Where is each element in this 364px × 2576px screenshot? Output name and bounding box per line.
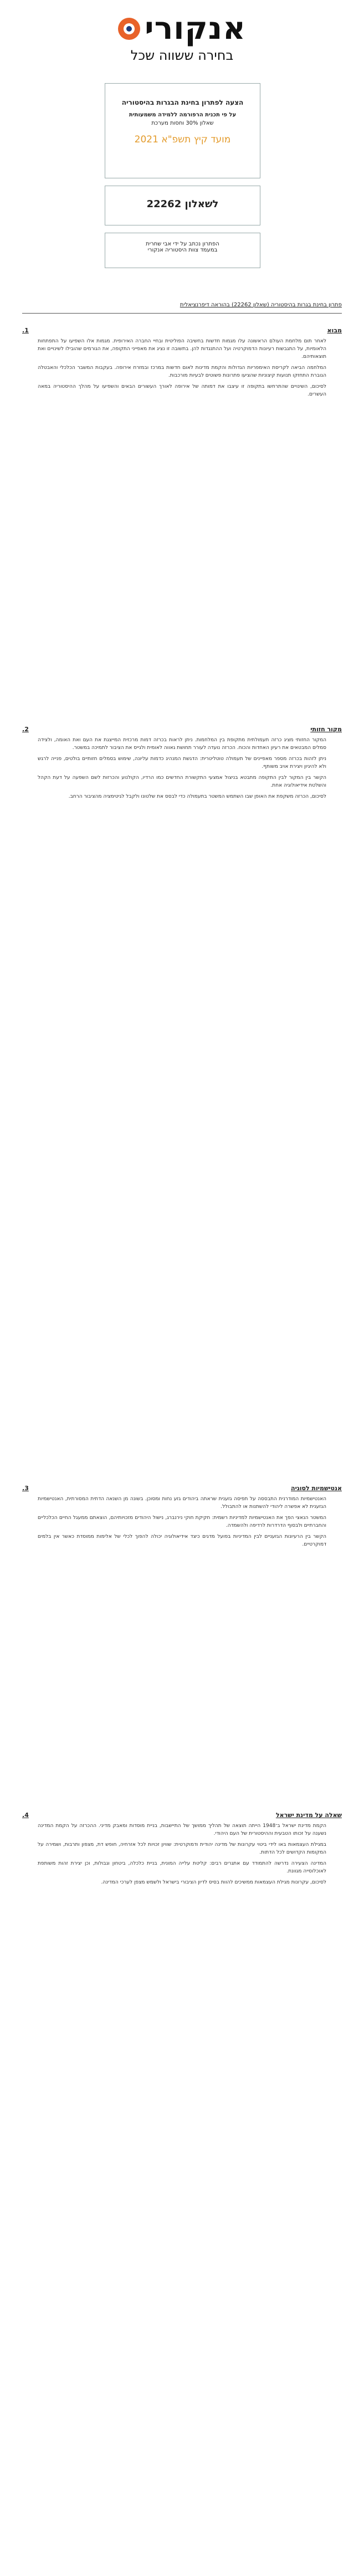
paragraph: במגילת העצמאות באו לידי ביטוי עקרונות של מדינה יהודית ודמוקרטית: שוויון זכויות לכל אזרחיה, חופש דת, מצפון ותרבות, ושמירה על המקומות הקדושים לכל הדתות.: [38, 1842, 326, 1855]
author-line-1: הפתרון נכתב על ידי אבי שחרית: [146, 241, 219, 247]
paragraph: המשטר הנאצי הפך את האנטישמיות למדיניות רשמית: חקיקת חוקי נירנברג, נישול היהודים מזכויותיהם, הוצאתם ממעגל החיים הכלכליים והחברתיים ולבסוף הדרדרות לרדיפה ולהשמדה.: [38, 1515, 326, 1528]
exam-season: מועד קיץ תשפ"א 2021: [134, 134, 231, 145]
paragraph: הקשר בין המקור לבין התקופה מתבטא בניצול אמצעי התקשורת החדשים כמו הרדיו, הקולנוע והכרזות לשם השפעה על דעת הקהל והשלטת אידיאולוגיה אחת.: [38, 775, 326, 788]
paragraph: לסיכום, הכרזה משקפת את האופן שבו השתמש המשטר בתעמולה כדי לבסס את שלטונו ולקבל לגיטימציה מהציבור הרחב.: [68, 794, 326, 799]
exam-title-box: [105, 83, 260, 178]
paragraph: לסיכום, השינויים שהתרחשו בתקופה זו עיצבו את דמותה של אירופה לאורך העשורים הבאים והשפיעו על מהלך ההיסטוריה במאה העשרים.: [38, 384, 326, 397]
exam-subtitle-2: שאלון 30% וחסות מערכת: [151, 120, 214, 126]
paragraph: המקור החזותי מציג כרזה תעמולתית מתקופת בין המלחמות. ניתן לראות בכרזה דמות מרכזית המייצגת את העם ואת האומה, ולצידה סמלים המבטאים את רעיון האחדות והכוח. הכרזה נועדה לעורר תחושת גאווה לאומית ולגייס את הציבור לתמיכה במשטר.: [38, 737, 326, 751]
paragraph: האנטישמיות המודרנית התבססה על תפיסה גזענית שראתה ביהודים גזע נחות ומסוכן. בשונה מן השנאה הדתית המסורתית, האנטישמיות הגזענית לא אפשרה ליהודי להשתנות או להתבולל.: [38, 1496, 326, 1510]
section-heading: [22, 1485, 342, 1492]
section-2: [22, 726, 342, 800]
section-title: שאלה על מדינת ישראל: [275, 1812, 342, 1819]
section-number: 3.: [22, 1485, 29, 1492]
section-heading: [22, 327, 342, 334]
paragraph: הקשר בין הרעיונות הגזעניים לבין המדיניות בפועל מדגים כיצד אידיאולוגיה יכולה להפוך לכלי של אלימות ממוסדת כאשר אין בלמים דמוקרטיים.: [38, 1534, 326, 1547]
divider: [22, 313, 342, 314]
section-3: [22, 1485, 342, 1548]
author-line-2: במעמד צוות היסטוריה אנקורי: [147, 247, 218, 253]
section-number: 2.: [22, 726, 29, 733]
section-title: אנטישמיות לסוגיה: [291, 1485, 342, 1492]
paragraph: לאחר תום מלחמת העולם הראשונה עלו מגמות חדשות בחשיבה הפוליטית ובחיי החברה האירופית. מגמות אלו השפיעו על התפתחות הלאומיות, על התגבשות רעיונות הדמוקרטיה ועל ההתנגדות להן. בתשובה זו נציג את מאפייני התקופה, את הגורמים שהובילו לשינויים ואת תוצאותיהם.: [38, 338, 326, 360]
section-4: [22, 1812, 342, 1886]
section-heading: [22, 1812, 342, 1819]
brand-tagline: בחירה ששווה שכל: [130, 48, 234, 63]
questionnaire-number: לשאלון 22262: [146, 198, 219, 210]
section-number: 4.: [22, 1812, 29, 1819]
paragraph: לסיכום, עקרונות מגילת העצמאות ממשיכים להוות בסיס לדיון הציבורי בישראל ולשמש מצפן לערכי המדינה.: [101, 1880, 326, 1885]
section-number: 1.: [22, 327, 29, 334]
logo-circle-icon: [118, 18, 140, 40]
exam-subtitle: על פי תכנית הרפורמה ללמידה משמעותית: [129, 112, 237, 118]
paragraph: המלחמה הביאה לקריסת האימפריות הגדולות והקמת מדינות לאום חדשות במרכז ובמזרח אירופה. בעקבות המשבר הכלכלי והאבטלה הגוברת התחזקו תנועות קיצוניות שהציעו פתרונות פשוטים לבעיות מורכבות.: [38, 365, 326, 378]
questionnaire-box: [105, 186, 260, 225]
paragraph: ניתן לזהות בכרזה מספר מאפיינים של תעמולה טוטליטרית: הדגשת המנהיג כדמות עליונה, שימוש בסמלים חזותיים בולטים, פנייה לרגש ולא להיגיון ויצירת אויב משותף.: [38, 756, 326, 769]
section-title: מבוא: [327, 327, 342, 334]
paragraph: הקמת מדינת ישראל ב־1948 הייתה תוצאה של תהליך ממושך של התיישבות, בניית מוסדות ומאבק מדיני. ההכרזה על הקמת המדינה נשענה על זכותו הטבעית וההיסטורית של העם היהודי.: [38, 1823, 326, 1836]
paragraph: המדינה הצעירה נדרשה להתמודד עם אתגרים רבים: קליטת עלייה המונית, בניית כלכלה, ביטחון וגבולות, וכן יצירת זהות משותפת לאוכלוסייה מגוונת.: [38, 1861, 326, 1874]
section-title: מקור חזותי: [310, 726, 342, 733]
brand-word: אנקורי: [145, 11, 246, 47]
brand-logo: [0, 12, 364, 63]
section-1: [22, 327, 342, 398]
author-box: [105, 233, 260, 268]
exam-title: הצעה לפתרון בחינת הבגרות בהיסטוריה: [121, 99, 244, 106]
section-heading: [22, 726, 342, 733]
instructions-heading: פתרון בחינת בגרות בהיסטוריה (שאלון 22262) בהוראה דיפרנציאלית: [180, 302, 342, 308]
